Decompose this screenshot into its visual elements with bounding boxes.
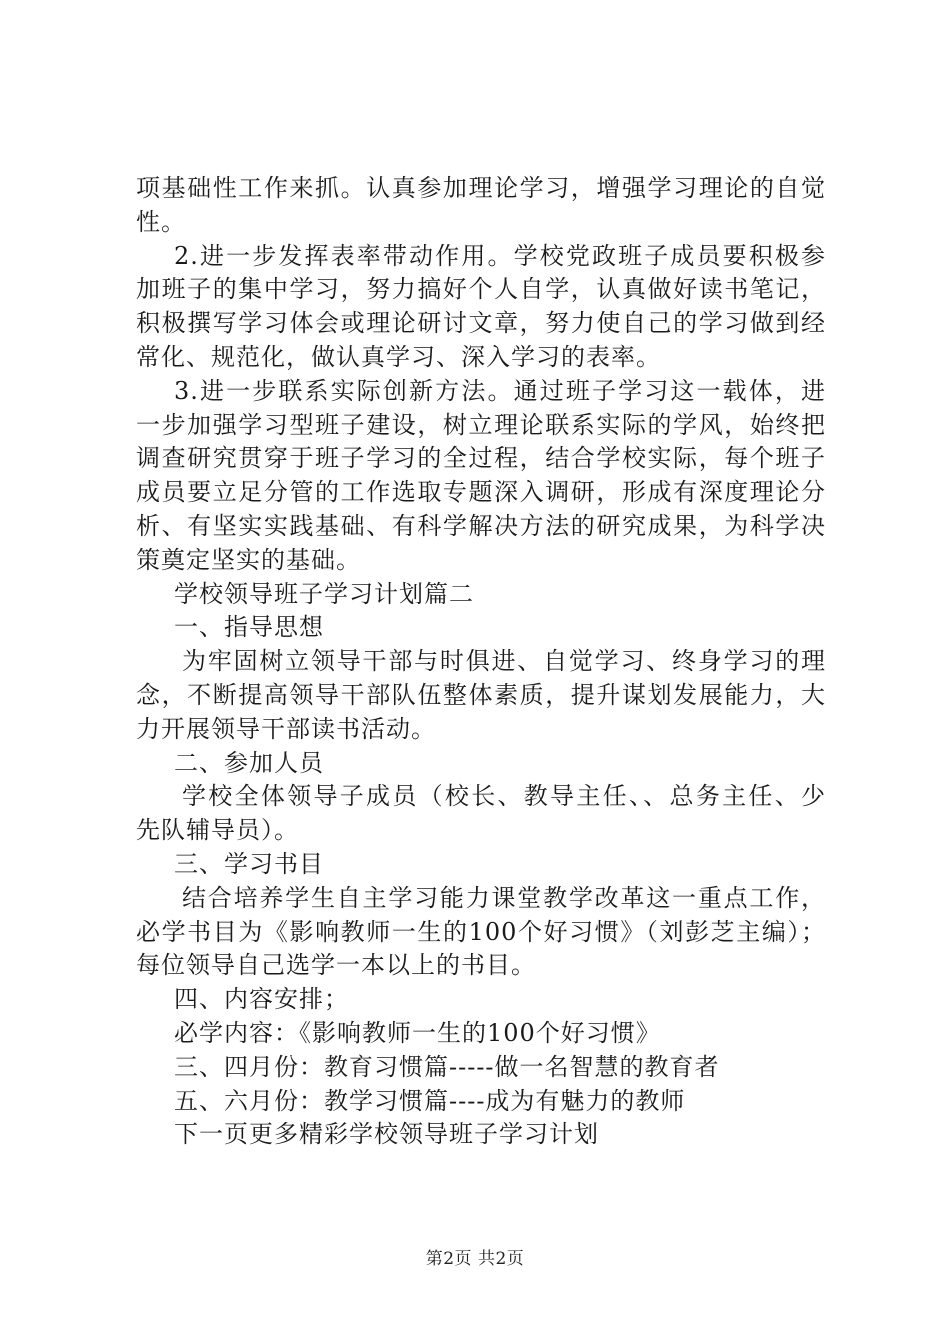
text-line: 2.进一步发挥表率带动作用。学校党政班子成员要积极参 <box>174 241 826 270</box>
text-line: 先队辅导员）。 <box>136 816 299 845</box>
section-heading: 二、参加人员 <box>174 748 324 777</box>
text-line: 为牢固树立领导干部与时俱进、自觉学习、终身学习的理 <box>182 647 826 676</box>
section-heading: 学校领导班子学习计划篇二 <box>174 579 474 608</box>
section-heading: 一、指导思想 <box>174 613 324 642</box>
text-line: 一步加强学习型班子建设，树立理论联系实际的学风，始终把 <box>136 410 826 439</box>
text-line: 策奠定坚实的基础。 <box>136 545 361 574</box>
text-line: 调查研究贯穿于班子学习的全过程，结合学校实际，每个班子 <box>136 444 826 473</box>
next-page-link[interactable]: 下一页更多精彩学校领导班子学习计划 <box>174 1120 599 1149</box>
text-line: 常化、规范化，做认真学习、深入学习的表率。 <box>136 342 661 371</box>
section-heading: 三、学习书目 <box>174 849 324 878</box>
text-line: 项基础性工作来抓。认真参加理论学习，增强学习理论的自觉 <box>136 174 826 202</box>
page-number-footer: 第2页 共2页 <box>425 1249 525 1269</box>
text-line: 必学书目为《影响教师一生的100个好习惯》（刘彭芝主编）； <box>136 917 826 946</box>
text-line: 析、有坚实实践基础、有科学解决方法的研究成果，为科学决 <box>136 511 826 540</box>
text-line: 每位领导自己选学一本以上的书目。 <box>136 951 536 980</box>
text-line: 性。 <box>136 207 186 236</box>
text-line: 力开展领导干部读书活动。 <box>136 714 436 743</box>
document-body <box>136 172 826 1152</box>
text-line: 学校全体领导子成员（校长、教导主任、、总务主任、少 <box>182 782 826 811</box>
text-line: 必学内容：《影响教师一生的100个好习惯》 <box>174 1018 661 1047</box>
text-line: 五、六月份：教学习惯篇----成为有魅力的教师 <box>174 1086 686 1115</box>
text-line: 3.进一步联系实际创新方法。通过班子学习这一载体，进 <box>174 376 826 405</box>
section-heading: 四、内容安排； <box>174 985 349 1014</box>
text-line: 结合培养学生自主学习能力课堂教学改革这一重点工作， <box>182 883 826 912</box>
text-line: 积极撰写学习体会或理论研讨文章，努力使自己的学习做到经 <box>136 309 826 338</box>
text-line: 念，不断提高领导干部队伍整体素质，提升谋划发展能力，大 <box>136 680 826 709</box>
text-line: 加班子的集中学习，努力搞好个人自学，认真做好读书笔记， <box>136 275 826 304</box>
text-line: 三、四月份：教育习惯篇-----做一名智慧的教育者 <box>174 1052 720 1081</box>
text-line: 成员要立足分管的工作选取专题深入调研，形成有深度理论分 <box>136 478 826 507</box>
